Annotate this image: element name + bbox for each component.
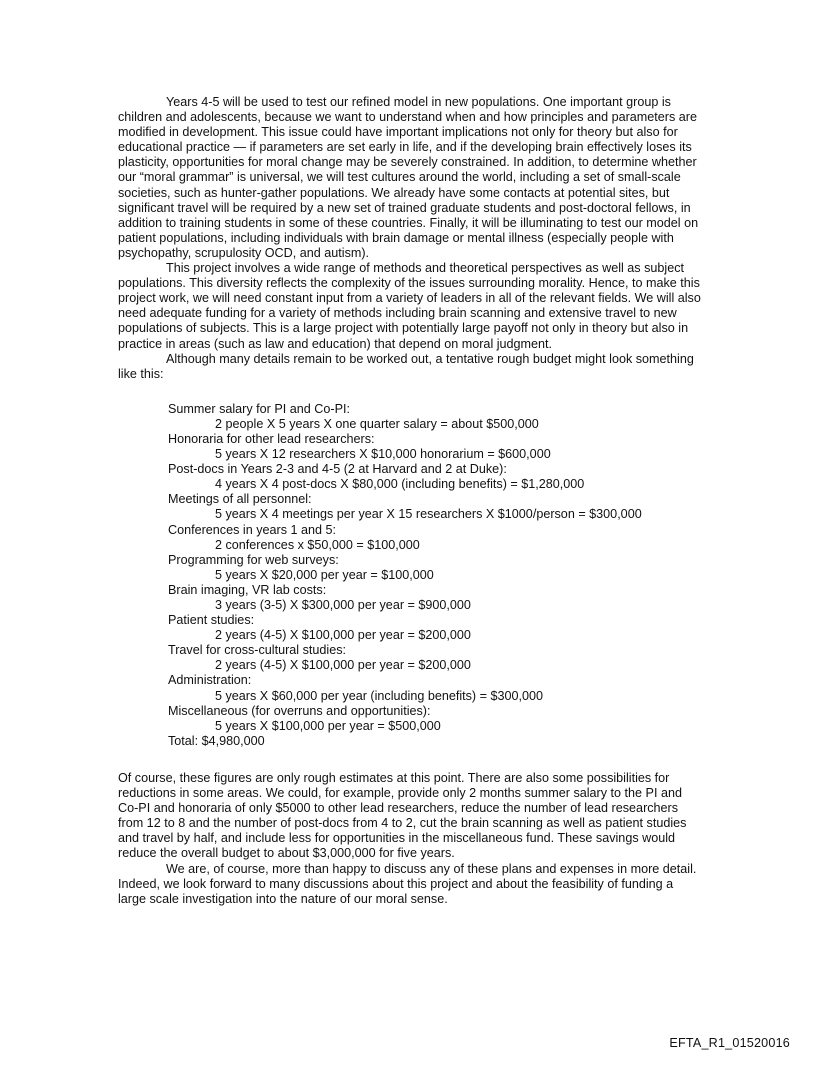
budget-item: Post-docs in Years 2-3 and 4-5 (2 at Harvard and 2 at Duke):	[168, 462, 507, 477]
budget-item: Miscellaneous (for overruns and opportunities):	[168, 703, 431, 718]
paragraph-years-4-5: Years 4-5 will be used to test our refined model in new populations. One important group is children and adolescents, because we want to understand when and how principles and parameters are modified in development. This issue could have important implications not only for theory but also for educational practice — if parameters are set early in life, and if the developing brain effectively loses its plasticity, opportunities for moral change may be severely constrained. In addition, to determine whether our “moral grammar” is universal, we will test cultures around the world, including a set of small-scale societies, such as hunter-gather populations. We already have some contacts at potential sites, but significant travel will be required by a new set of trained graduate students and post-doctoral fellows, in addition to training students in some of these countries. Finally, it will be illuminating to test our model on patient populations, including individuals with brain damage or mental illness (especially people with psychopathy, scrupulosity OCD, and autism).	[118, 95, 699, 260]
budget-detail: 2 people X 5 years X one quarter salary = about $500,000	[215, 416, 539, 431]
budget-item: Conferences in years 1 and 5:	[168, 522, 337, 537]
paragraph-closing: We are, of course, more than happy to discuss any of these plans and expenses in more detail. Indeed, we look forward to many discussions about this project and about the feasibility of funding a large scale investigation into the nature of our moral sense.	[118, 861, 697, 906]
budget-detail: 3 years (3-5) X $300,000 per year = $900,000	[215, 598, 471, 612]
budget-detail: 2 years (4-5) X $100,000 per year = $200,000	[215, 658, 471, 673]
budget-detail: 5 years X $20,000 per year = $100,000	[215, 567, 434, 582]
budget-item: Honoraria for other lead researchers:	[168, 431, 375, 446]
paragraph-project-scope: This project involves a wide range of methods and theoretical perspectives as well as subject populations. This diversity reflects the complexity of the issues surrounding morality. Hence, to make this project work, we will need constant input from a variety of leaders in all of the relevant fields. We will also need adequate funding for a variety of methods including brain scanning and extensive travel to new populations of subjects. This is a large project with potentially large payoff not only in theory but also in practice in areas (such as law and education) that depend on moral judgment.	[118, 261, 701, 351]
budget-item: Meetings of all personnel:	[168, 492, 312, 507]
paragraph-estimates: Of course, these figures are only rough estimates at this point. There are also some possibilities for reductions in some areas. We could, for example, provide only 2 months summer salary to the PI and Co-PI and honoraria of only $5000 to other lead researchers, reduce the number of lead researchers from 12 to 8 and the number of post-docs from 4 to 2, cut the brain scanning as well as patient studies and travel by half, and include less for opportunities in the miscellaneous fund. These savings would reduce the overall budget to about $3,000,000 for five years.	[118, 770, 687, 861]
budget-list	[168, 402, 702, 749]
budget-item: Travel for cross-cultural studies:	[168, 643, 346, 658]
budget-detail: 5 years X $100,000 per year = $500,000	[215, 718, 441, 733]
paragraph-budget-intro: Although many details remain to be worked out, a tentative rough budget might look something like this:	[118, 351, 694, 381]
budget-detail: 4 years X 4 post-docs X $80,000 (including benefits) = $1,280,000	[215, 477, 585, 492]
document-id-footer: EFTA_R1_01520016	[669, 1036, 790, 1050]
budget-detail: 5 years X 12 researchers X $10,000 honorarium = $600,000	[215, 447, 551, 462]
budget-detail: 2 years (4-5) X $100,000 per year = $200,000	[215, 628, 471, 643]
budget-detail: 5 years X $60,000 per year (including benefits) = $300,000	[215, 688, 544, 703]
document-body	[118, 95, 702, 907]
closing-section	[118, 771, 702, 907]
budget-item: Programming for web surveys:	[168, 552, 339, 567]
budget-item: Patient studies:	[168, 613, 255, 628]
budget-item: Brain imaging, VR lab costs:	[168, 582, 327, 597]
budget-item: Administration:	[168, 673, 252, 688]
budget-detail: 5 years X 4 meetings per year X 15 researchers X $1000/person = $300,000	[215, 507, 642, 522]
budget-item: Summer salary for PI and Co-PI:	[168, 401, 350, 416]
budget-total: Total: $4,980,000	[168, 733, 265, 748]
budget-detail: 2 conferences x $50,000 = $100,000	[215, 537, 420, 552]
